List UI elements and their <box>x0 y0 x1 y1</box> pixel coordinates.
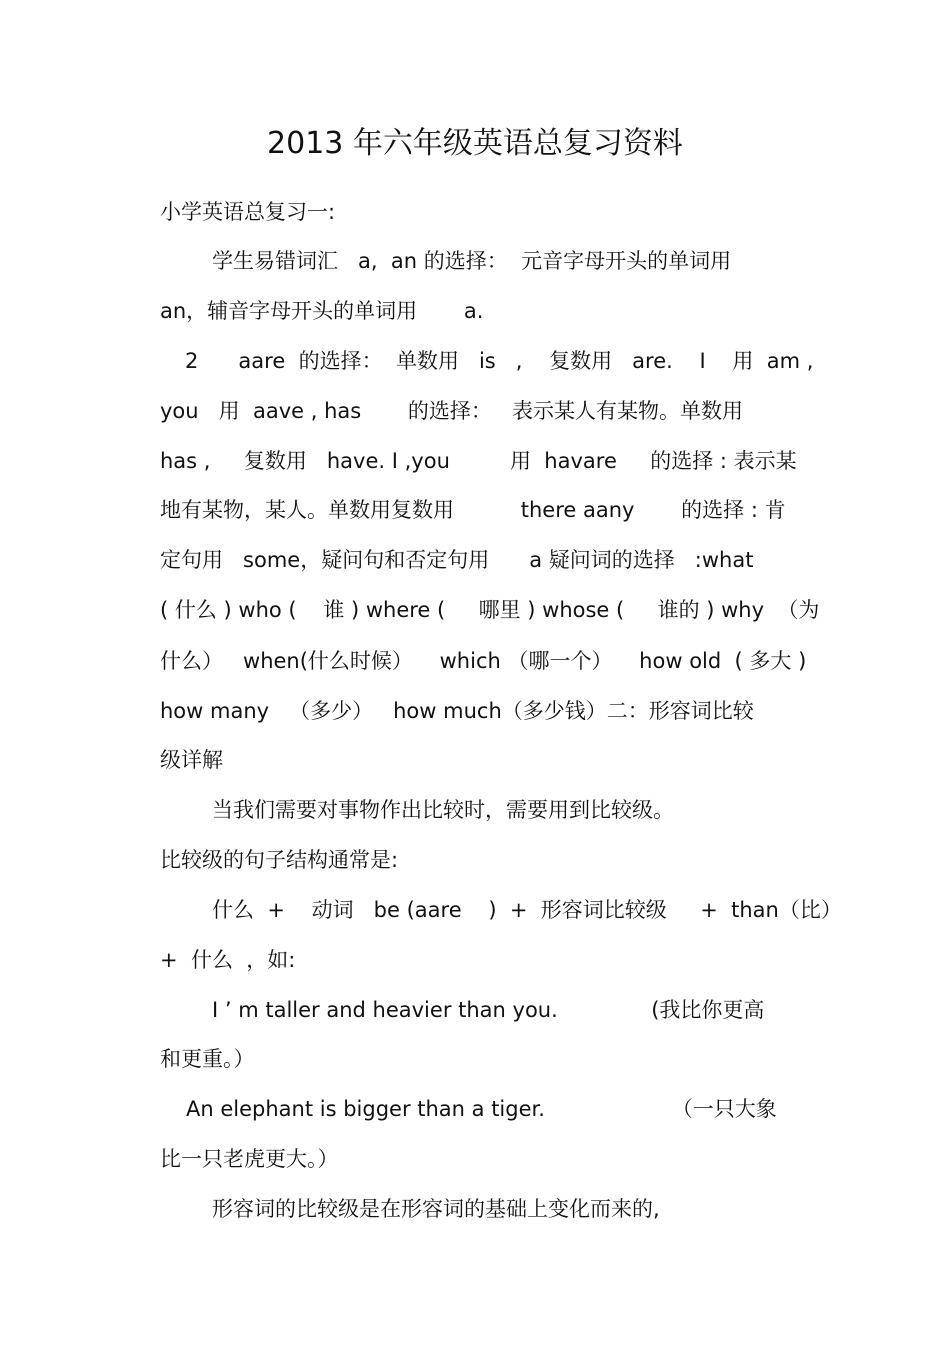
paragraph-line: an，辅音字母开头的单词用 a. <box>160 299 484 323</box>
document-title: 2013 年六年级英语总复习资料 <box>267 126 683 161</box>
paragraph-line: you 用 aave , has 的选择： 表示某人有某物。单数用 <box>160 399 743 423</box>
paragraph-line: 级详解 <box>160 748 223 772</box>
example-line: 和更重。） <box>160 1047 255 1071</box>
paragraph-line: 2 aare 的选择： 单数用 is , 复数用 are. I 用 am , <box>185 349 814 373</box>
formula-line: 什么 + 动词 be (aare ) + 形容词比较级 + than（比） <box>212 898 842 922</box>
paragraph-line: 当我们需要对事物作出比较时，需要用到比较级。 <box>212 798 674 822</box>
paragraph-line: ( 什么 ) who ( 谁 ) where ( 哪里 ) whose ( 谁的 ) why （为 <box>160 598 820 622</box>
paragraph-line: 定句用 some，疑问句和否定句用 a 疑问词的选择 :what <box>160 548 754 572</box>
example-line: An elephant is bigger than a tiger. （一只大象 <box>186 1097 777 1121</box>
formula-line: + 什么 ，如: <box>160 948 296 972</box>
paragraph-line: 什么） when(什么时候） which （哪一个） how old ( 多大 ) <box>160 649 807 673</box>
example-line: 比一只老虎更大。） <box>160 1147 339 1171</box>
paragraph-line: 比较级的句子结构通常是: <box>160 848 399 872</box>
section-heading: 小学英语总复习一: <box>160 200 336 224</box>
paragraph-line: 地有某物，某人。单数用复数用 there aany 的选择 : 肯 <box>160 498 786 522</box>
paragraph-line: 形容词的比较级是在形容词的基础上变化而来的, <box>212 1197 660 1221</box>
example-line: I ’ m taller and heavier than you. (我比你更高 <box>212 998 765 1022</box>
paragraph-line: has , 复数用 have. I ,you 用 havare 的选择 : 表示某 <box>160 449 797 473</box>
paragraph-line: how many （多少） how much（多少钱）二：形容词比较 <box>160 699 754 723</box>
paragraph-line: 学生易错词汇 a, an 的选择： 元音字母开头的单词用 <box>212 249 732 273</box>
